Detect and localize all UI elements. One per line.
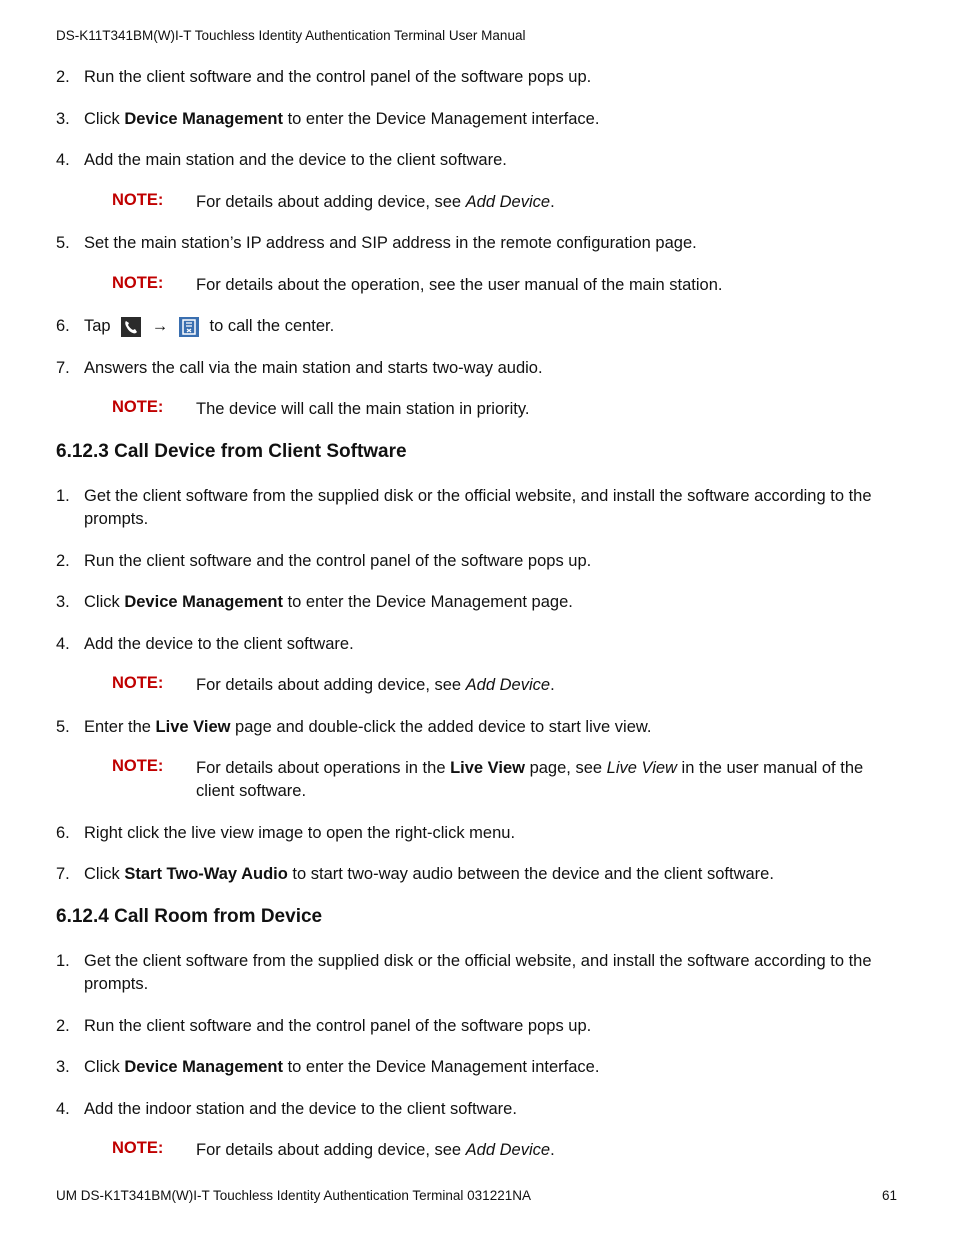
step-text: Get the client software from the supplied disk or the official website, and install the software according to the prompts. — [84, 487, 872, 528]
note-text: The device will call the main station in priority. — [196, 400, 530, 418]
step-text: Add the device to the client software. — [84, 635, 354, 653]
note-text: For details about adding device, see Add Device. — [196, 193, 555, 211]
step-number: 5. — [56, 234, 70, 252]
step-text: Set the main station’s IP address and SIP address in the remote configuration page. — [84, 234, 697, 252]
note-text: For details about adding device, see Add Device. — [196, 676, 555, 694]
note-label: NOTE: — [112, 274, 164, 292]
step-number: 6. — [56, 317, 70, 335]
step-number: 6. — [56, 824, 70, 842]
step-text: Run the client software and the control panel of the software pops up. — [84, 552, 592, 570]
note-text: For details about the operation, see the user manual of the main station. — [196, 276, 723, 294]
section-heading: 6.12.3 Call Device from Client Software — [56, 441, 407, 462]
step-number: 2. — [56, 1017, 70, 1035]
device-management-term: Device Management — [124, 1058, 283, 1076]
note-label: NOTE: — [112, 757, 164, 775]
step-text: Enter the Live View page and double-click the added device to start live view. — [84, 718, 652, 736]
step-number: 2. — [56, 68, 70, 86]
step-number: 3. — [56, 110, 70, 128]
note-text: For details about adding device, see Add Device. — [196, 1141, 555, 1159]
note-label: NOTE: — [112, 1139, 164, 1157]
step-text: Click Start Two-Way Audio to start two-way audio between the device and the client software. — [84, 865, 774, 883]
page-header: DS-K11T341BM(W)I-T Touchless Identity Authentication Terminal User Manual — [56, 28, 526, 43]
step-number: 4. — [56, 151, 70, 169]
step-number: 3. — [56, 1058, 70, 1076]
step-number: 1. — [56, 952, 70, 970]
device-management-term: Device Management — [124, 593, 283, 611]
page-number: 61 — [882, 1188, 898, 1203]
page-footer: UM DS-K1T341BM(W)I-T Touchless Identity Authentication Terminal 031221NA — [56, 1188, 531, 1203]
phone-icon — [121, 317, 141, 337]
note-label: NOTE: — [112, 674, 164, 692]
start-two-way-audio-term: Start Two-Way Audio — [124, 865, 288, 883]
step-text: Click Device Management to enter the Device Management interface. — [84, 110, 600, 128]
note-text: For details about operations in the Live View page, see Live View in the user manual of the client software. — [196, 759, 864, 800]
step-number: 5. — [56, 718, 70, 736]
step-text: Add the main station and the device to the client software. — [84, 151, 507, 169]
note-label: NOTE: — [112, 398, 164, 416]
step-text: Tap → to call the center. — [84, 317, 335, 335]
step-number: 4. — [56, 1100, 70, 1118]
step-text: Click Device Management to enter the Device Management page. — [84, 593, 573, 611]
step-number: 4. — [56, 635, 70, 653]
step-text: Click Device Management to enter the Device Management interface. — [84, 1058, 600, 1076]
step-text: Answers the call via the main station and starts two-way audio. — [84, 359, 543, 377]
section-heading: 6.12.4 Call Room from Device — [56, 906, 323, 927]
live-view-term: Live View — [155, 718, 231, 736]
step-number: 2. — [56, 552, 70, 570]
call-center-icon — [179, 317, 199, 337]
note-label: NOTE: — [112, 191, 164, 209]
step-number: 3. — [56, 593, 70, 611]
step-text: Run the client software and the control panel of the software pops up. — [84, 68, 592, 86]
device-management-term: Device Management — [124, 110, 283, 128]
step-text: Get the client software from the supplied disk or the official website, and install the software according to the prompts. — [84, 952, 872, 993]
step-text: Right click the live view image to open the right-click menu. — [84, 824, 516, 842]
step-number: 7. — [56, 865, 70, 883]
step-text: Add the indoor station and the device to the client software. — [84, 1100, 517, 1118]
step-number: 1. — [56, 487, 70, 505]
step-text: Run the client software and the control panel of the software pops up. — [84, 1017, 592, 1035]
step-number: 7. — [56, 359, 70, 377]
